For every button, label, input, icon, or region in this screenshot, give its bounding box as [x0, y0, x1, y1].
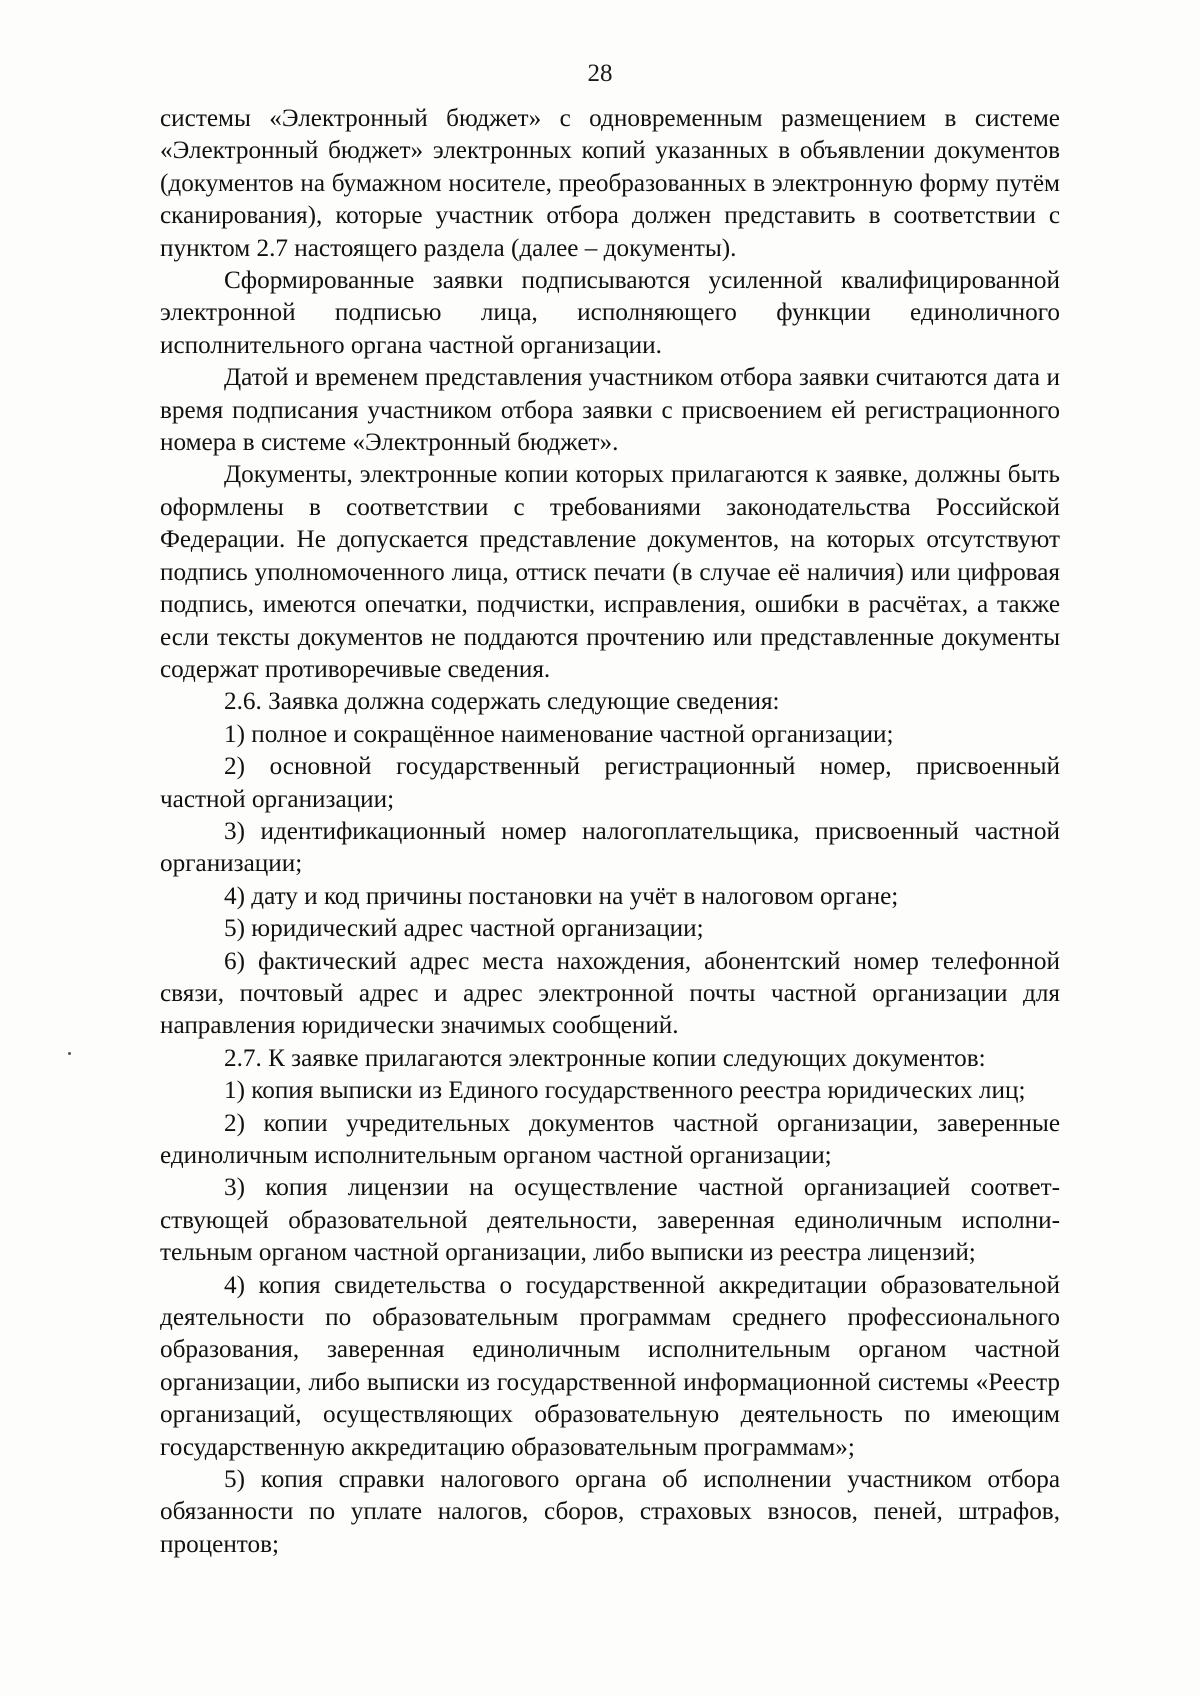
- list-item-2-6-6: 6) фактический адрес места нахождения, абонентский номер телефонной связи, почтовый адрес и адрес электронной почты частной организации для направления юридически значимых сообщений.: [160, 947, 1060, 1040]
- list-item-2-7-1: 1) копия выписки из Единого государственного реестра юридических лиц;: [224, 1077, 1026, 1105]
- list-item-2-6-1: 1) полное и сокращённое наименование частной организации;: [224, 720, 894, 748]
- list-item-2-6-4: 4) дату и код причины постановки на учёт в налоговом органе;: [224, 882, 899, 910]
- paragraph-submission-date: Датой и временем представления участником отбора заявки считаются дата и время подписания участником отбора заявки с присвоением ей регистрационного номера в системе «Электронный бюджет».: [160, 364, 1060, 457]
- list-item-2-7-4: 4) копия свидетельства о государственной аккредитации образовательной деятельности по образовательным программам среднего профессионального образования, заверенная единоличным исполнительным органом частной организации, либо выписки из государственной информационной системы «Реестр организаций, осуществляющих образовательную деятельность по имеющим государственную аккредитацию образовательным программам»;: [160, 1271, 1060, 1461]
- document-body: [160, 103, 1060, 1561]
- list-item-2-6-2: 2) основной государственный регистрационный номер, присвоенный частной организации;: [160, 753, 1060, 813]
- list-item-2-7-5: 5) копия справки налогового органа об исполнении участником отбора обязанности по уплате налогов, сборов, страховых взносов, пеней, штрафов, процентов;: [160, 1466, 1060, 1558]
- paragraph-continuation: системы «Электронный бюджет» с одновременным размещением в системе «Электронный бюджет» электронных копий указанных в объявлении документов (документов на бумажном носителе, преобразованных в электронную форму путём сканирования), которые участник отбора должен представить в соответствии с пунктом 2.7 настоящего раздела (далее – документы).: [160, 105, 1060, 262]
- list-item-2-7-3: 3) копия лицензии на осуществление частной организацией соответствующей образовательной деятельности, заверенная единоличным исполнительным органом частной организации, либо выписки из реестра лицензий;: [160, 1174, 1060, 1267]
- list-item-2-6-5: 5) юридический адрес частной организации;: [224, 915, 704, 943]
- list-item-2-7-2: 2) копии учредительных документов частной организации, заверенные единоличным исполнительным органом частной организации;: [160, 1109, 1060, 1169]
- paragraph-document-requirements: Документы, электронные копии которых прилагаются к заявке, должны быть оформлены в соответствии с требованиями законодательства Российской Федерации. Не допускается представление документов, на которых отсутствуют подпись уполномоченного лица, оттиск печати (в случае её наличия) или цифровая подпись, имеются опечатки, подчистки, исправления, ошибки в расчётах, а также если тексты документов не поддаются прочтению или представленные документы содержат противоречивые сведения.: [160, 461, 1060, 683]
- page-number: 28: [587, 60, 613, 87]
- section-heading-2-7: 2.7. К заявке прилагаются электронные копии следующих документов:: [224, 1044, 986, 1072]
- paragraph-signature: Сформированные заявки подписываются усиленной квалифицированной электронной подписью лица, исполняющего функции единоличного исполнительного органа частной организации.: [160, 267, 1060, 359]
- list-item-2-6-3: 3) идентификационный номер налогоплательщика, присвоенный частной организации;: [160, 817, 1060, 878]
- scan-artifact-dot: [68, 1052, 71, 1055]
- section-heading-2-6: 2.6. Заявка должна содержать следующие сведения:: [224, 688, 780, 716]
